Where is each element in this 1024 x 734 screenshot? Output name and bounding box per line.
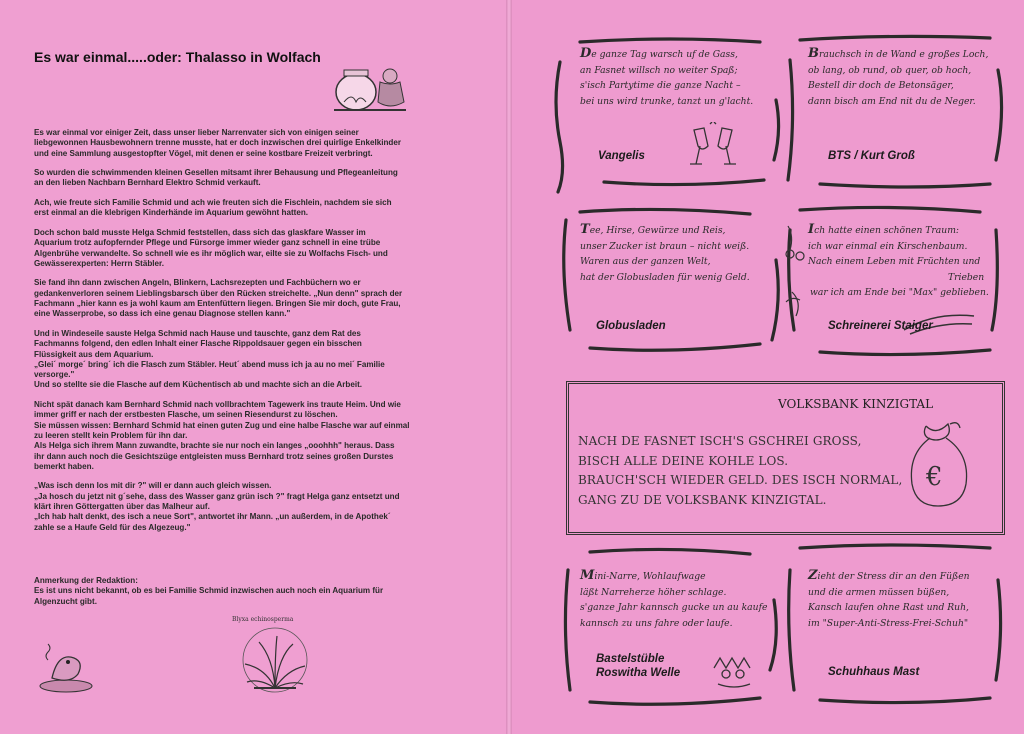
article-line: gedankenverloren seinem Lieblingsbarsch über den Rücken streichelte. „Nun denn" sprach der [34,288,403,298]
euro-symbol: € [926,462,943,492]
article-line: Fachmann „hier kann es ja wohl kaum am Entenfüttern liegen. Bringen Sie mir doch, gute Frau, [34,299,401,309]
verse-line: hat der Globusladen für wenig Geld. [580,271,750,283]
verse-line: Ich hatte einen schönen Traum: [808,222,960,237]
article-line: eine Wasserprobe, so dass ich eine genau Diagnose stellen kann." [34,309,291,319]
verse-line: s'ganze Jahr kannsch gucke un au kaufe [580,602,768,613]
sponsor-line: Roswitha Welle [596,667,681,679]
article-line: Nicht spät danach kam Bernhard Schmid nach vollbrachtem Tagewerk ins traute Heim. Und wie [34,400,401,410]
note-line: Anmerkung der Redaktion: [34,576,138,585]
article-line: „Ich hab halt denkt, des isch a neue Sort", antwortet ihr Mann. „un außerdem, in de Apothek´ [34,512,391,522]
verse-line: NACH DE FASNET ISCH'S GSCHREI GROSS, [578,434,862,448]
note-line: Algenzucht gibt. [34,596,97,606]
note-line: Es ist uns nicht bekannt, ob es bei Familie Schmid inzwischen auch noch ein Aquarium für [34,586,384,596]
article-line: Sie fand ihn dann zwischen Angeln, Blinkern, Lachsrezepten und Fachbüchern wo er [34,278,361,288]
ad-vangelis-verse [580,46,753,109]
article-line: klärt ihren Göttergatten über das Malheur auf. [34,501,210,511]
article-line: So wurden die schwimmenden kleinen Gesellen mitsamt ihrer Behausung und Pflegeanleitung [34,168,398,178]
article-line: Als Helga sich ihrem Mann zuwandte, brachte sie nur noch ein langes „ooohhh" heraus. Dass [34,441,395,451]
verse-line: und die armen müssen büßen, [808,586,950,598]
volksbank-verse [578,432,902,510]
article-line: ihr dann auch noch die Gesichtszüge entgleisten muss Bernhard trotz seines großen Durstes [34,451,394,461]
verse-line: dann bisch am End nit du de Neger. [808,95,976,107]
article-line: Flüssigkeit aus dem Aquarium. [34,349,154,359]
article-line: Sie müssen wissen: Bernhard Schmid hat einen guten Zug und eine halbe Flasche war auf einmal [34,420,410,430]
verse-line: Tee, Hirse, Gewürze und Reis, [580,222,726,237]
verse-line: Zieht der Stress dir an den Füßen [808,568,970,583]
article-line: Gewässerexperten: Herrn Stäbler. [34,258,165,268]
ad-kurt-gross-verse [808,46,988,109]
sponsor-kurt-gross: BTS / Kurt Groß [828,150,915,162]
verse-line: Brauchsch in de Wand e großes Loch, [808,46,989,61]
verse-line: läßt Narreherze höher schlage. [580,586,727,598]
ad-staiger-verse [808,222,989,301]
verse-line: Nach einem Leben mit Früchten und [808,256,981,267]
ad-roswitha-verse [580,568,767,631]
ad-mast-verse [808,568,970,631]
article-line: Und so stellte sie die Flasche auf dem Küchentisch ab und machte sich an die Arbeit. [34,380,363,390]
verse-line: Bestell dir doch de Betonsäger, [808,80,954,91]
article-line: liebgewonnen Hausbewohnern trenne musste, hat er doch inzwischen drei quirlige Enkelkinder [34,138,401,148]
verse-line: war ich am Ende bei "Max" geblieben. [810,287,989,298]
verse-line: Kansch laufen ohne Rast und Ruh, [808,602,969,613]
article-line: und eine Sammlung ausgestopfter Vögel, mit denen er seine kostbare Freizeit verbringt. [34,148,373,158]
volksbank-title: VOLKSBANK KINZIGTAL [778,397,934,411]
verse-line: ob lang, ob rund, ob quer, ob hoch, [808,64,972,76]
doll-icon [710,648,758,693]
sponsor-roswitha [596,652,680,680]
verse-line: an Fasnet willsch no weiter Spaß; [580,64,738,76]
verse-line: Mini-Narre, Wohlaufwage [580,568,706,583]
money-bag-icon [904,418,974,510]
verse-line: BRAUCH'SCH WIEDER GELD. DES ISCH NORMAL, [578,473,903,487]
verse-line: De ganze Tag warsch uf de Gass, [580,46,738,61]
article-line: „Ja hosch du jetzt nit g´sehe, dass des Wasser ganz grün isch ?" fragt Helga ganz entsetzt und [34,491,400,501]
verse-line: ich war einmal ein Kirschenbaum. [808,240,968,252]
verse-line: s'isch Partytime die ganze Nacht – [580,80,741,91]
verse-line: im "Super-Anti-Stress-Frei-Schuh" [808,617,969,629]
article-title: Es war einmal.....oder: Thalasso in Wolfach [34,49,321,65]
sponsor-mast: Schuhhaus Mast [828,666,920,678]
article-line: immer griff er nach der erstbesten Flasche, um seinen Riesendurst zu löschen. [34,410,338,420]
verse-line: Trieben [948,271,985,283]
verse-line: GANG ZU DE VOLKSBANK KINZIGTAL. [578,492,827,507]
article-line: erst einmal an die klebrigen Kinderhände im Aquarium gewöhnt hatten. [34,208,309,218]
verse-line: BISCH ALLE DEINE KOHLE LOS. [578,453,789,468]
article-line: Fachmanns folgend, den edlen Inhalt einer Flasche Rippoldsauer gegen ein bisschen [34,339,362,349]
verse-line: kannsch zu uns fahre oder laufe. [580,617,733,629]
article-line: zu leeren stellt kein Problem für ihn dar. [34,430,188,440]
sponsor-vangelis: Vangelis [598,150,645,162]
article-line: Es war einmal vor einiger Zeit, dass unser lieber Narrenvater sich von einigen seiner [34,128,359,137]
article-line: an den lieben Nachbarn Bernhard Elektro Schmid verkauft. [34,178,261,188]
article-line: Aquarium trotz aufopfernder Pflege und Fürsorge immer wieder ganz schnell in eine trübe [34,238,381,248]
article-line: bemerkt haben. [34,461,94,471]
sponsor-line: Bastelstüble [596,653,665,665]
article-line: „Was isch denn los mit dir ?" will er dann auch gleich wissen. [34,481,272,491]
plant-caption: Blyxa echinosperma [232,616,294,623]
verse-line: bei uns wird trunke, tanzt un g'lacht. [580,95,754,107]
article-line: „Glei´ morge´ bring´ ich die Flasch zum Stäbler. Heut´ abend muss ich ja au no mei´ Familie [34,359,385,369]
sponsor-staiger: Schreinerei Staiger [828,320,933,332]
article-line: Ach, wie freute sich Familie Schmid und ach wie freuten sich die Fischlein, nachdem sie sich [34,198,392,208]
article-line: versorge." [34,370,75,380]
glasses-toast-icon [686,122,740,173]
article-line: zahle se a Haufe Geld für des Algezeug." [34,522,191,532]
article-line: Und in Windeseile sauste Helga Schmid nach Hause und tauschte, ganz dem Rat des [34,328,361,338]
verse-line: Waren aus der ganzen Welt, [580,256,711,267]
article-line: Algenbrühe verwandelte. So schnell wie es ihr möglich war, eilte sie zu Wolfachs Fisch- und [34,248,388,258]
article-line: Doch schon bald musste Helga Schmid feststellen, dass sich das glaskfare Wasser im [34,227,366,237]
cherry-branch-icon [778,222,818,327]
ad-globusladen-verse [580,222,750,285]
verse-line: unser Zucker ist braun – nicht weiß. [580,240,750,252]
sponsor-globusladen: Globusladen [596,320,666,332]
